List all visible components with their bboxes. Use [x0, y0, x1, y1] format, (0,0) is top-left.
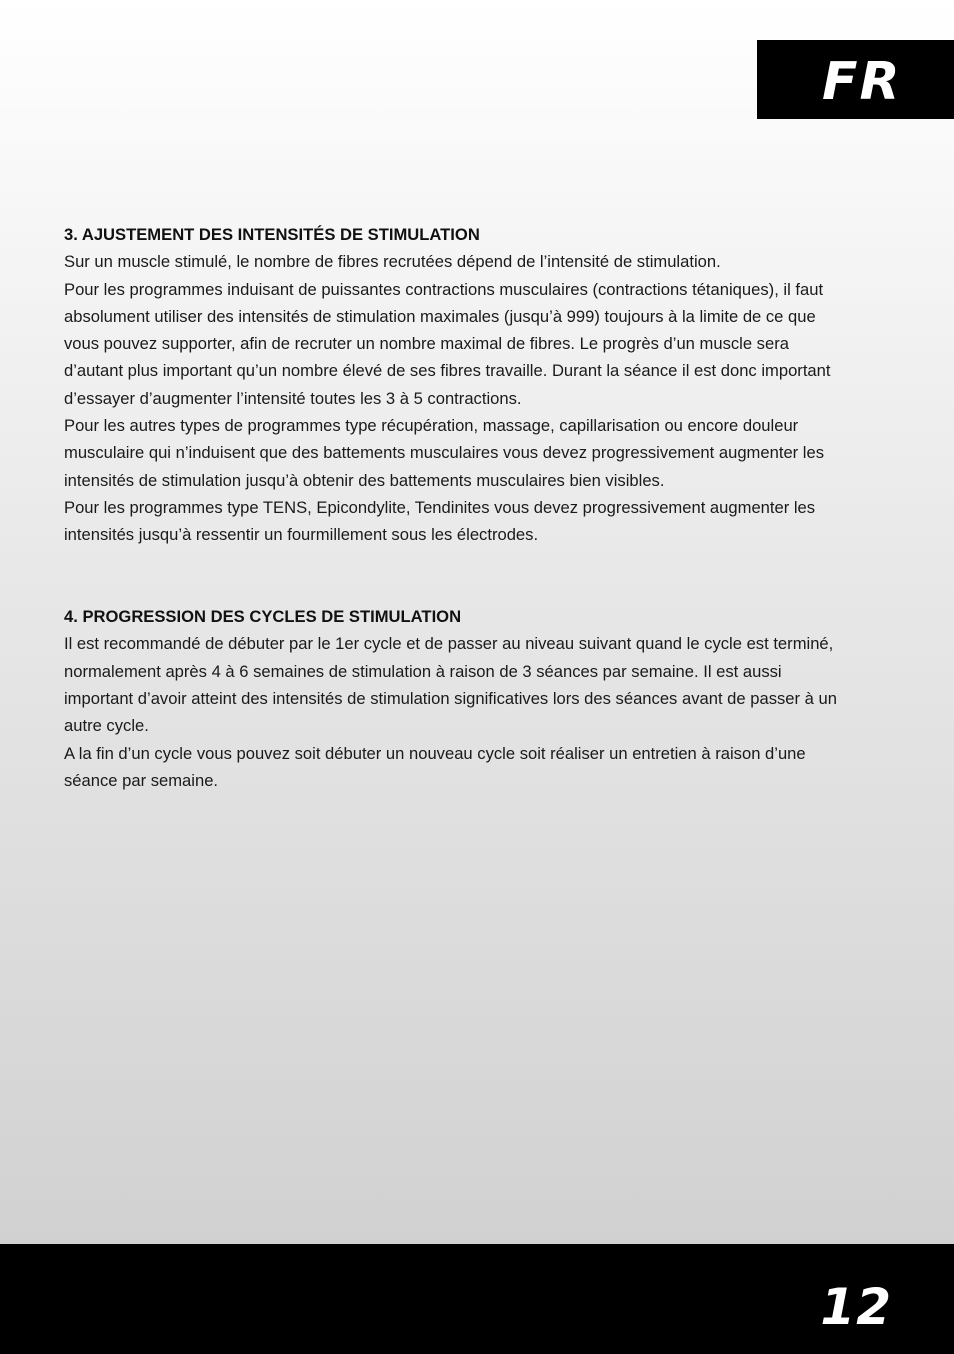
text-line: intensités de stimulation jusqu’à obtenir des battements musculaires bien visibles. — [64, 470, 665, 490]
document-body — [64, 221, 894, 794]
text-line: intensités jusqu’à ressentir un fourmillement sous les électrodes. — [64, 525, 539, 545]
text-line: normalement après 4 à 6 semaines de stimulation à raison de 3 séances par semaine. Il est aussi — [64, 661, 782, 681]
text-line: A la fin d’un cycle vous pouvez soit débuter un nouveau cycle soit réaliser un entretien à raison d’une — [64, 743, 806, 763]
text-line: Pour les programmes type TENS, Epicondylite, Tendinites vous devez progressivement augmenter les — [64, 497, 816, 517]
footer-bar — [0, 1244, 954, 1354]
text-line: Pour les autres types de programmes type récupération, massage, capillarisation ou encore douleur — [64, 416, 799, 436]
section-cycle-progression — [64, 603, 894, 794]
section-intensity-adjustment — [64, 221, 894, 549]
page-number: 12 — [820, 1278, 892, 1336]
section-title: 4. PROGRESSION DES CYCLES DE STIMULATION — [64, 607, 462, 627]
text-line: vous pouvez supporter, afin de recruter un nombre maximal de fibres. Le progrès d’un muscle sera — [64, 334, 789, 354]
text-line: important d’avoir atteint des intensités de stimulation significatives lors des séances avant de passer à un — [64, 689, 837, 709]
text-line: d’essayer d’augmenter l’intensité toutes les 3 à 5 contractions. — [64, 388, 522, 408]
text-line: Pour les programmes induisant de puissantes contractions musculaires (contractions tétaniques), il faut — [64, 279, 824, 299]
text-line: autre cycle. — [64, 716, 149, 736]
section-spacer — [64, 549, 894, 604]
text-line: Il est recommandé de débuter par le 1er cycle et de passer au niveau suivant quand le cycle est terminé, — [64, 634, 834, 654]
language-label: FR — [822, 52, 902, 112]
text-line: absolument utiliser des intensités de stimulation maximales (jusqu’à 999) toujours à la limite de ce que — [64, 306, 816, 326]
text-line: Sur un muscle stimulé, le nombre de fibres recrutées dépend de l’intensité de stimulation. — [64, 252, 721, 272]
text-line: séance par semaine. — [64, 770, 219, 790]
section-title: 3. AJUSTEMENT DES INTENSITÉS DE STIMULATION — [64, 225, 480, 244]
text-line: musculaire qui n’induisent que des battements musculaires vous devez progressivement augmenter les — [64, 443, 825, 463]
text-line: d’autant plus important qu’un nombre élevé de ses fibres travaille. Durant la séance il est donc important — [64, 361, 831, 381]
